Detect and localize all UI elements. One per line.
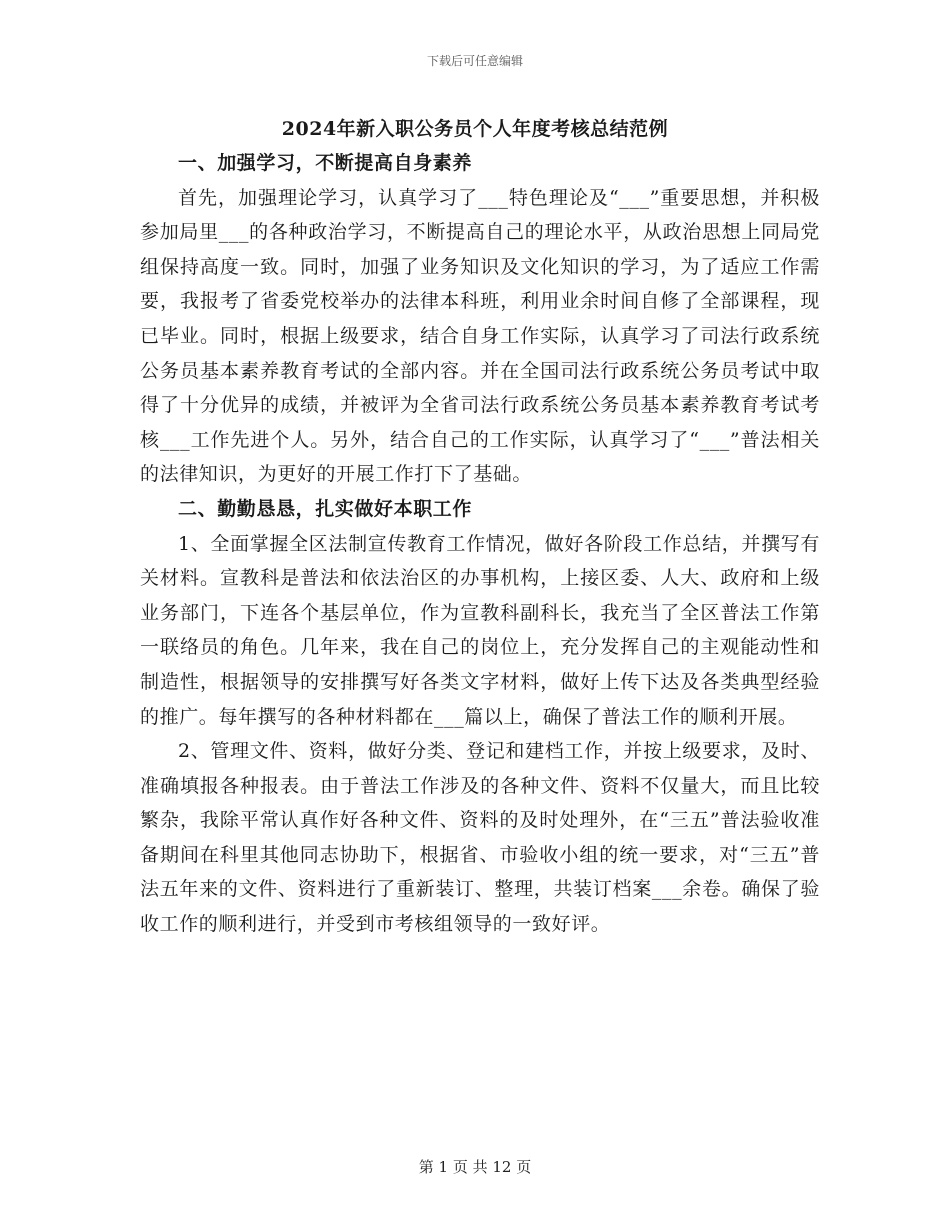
- section-heading-1: 一、加强学习，不断提高自身素养: [178, 152, 473, 174]
- section-2-paragraph-2: 2、管理文件、资料，做好分类、登记和建档工作，并按上级要求，及时、准确填报各种报表。由于普法工作涉及的各种文件、资料不仅量大，而且比较繁杂，我除平常认真作好各种文件、资料的及时处理外，在“三五”普法验收准备期间在科里其他同志协助下，根据省、市验收小组的统一要求，对“三五”普法五年来的文件、资料进行了重新装订、整理，共装订档案___余卷。确保了验收工作的顺利进行，并受到市考核组领导的一致好评。: [140, 740, 820, 936]
- section-1-paragraph-1: 首先，加强理论学习，认真学习了___特色理论及“___”重要思想，并积极参加局里___的各种政治学习，不断提高自己的理论水平，从政治思想上同局党组保持高度一致。同时，加强了业务知识及文化知识的学习，为了适应工作需要，我报考了省委党校举办的法律本科班，利用业余时间自修了全部课程，现已毕业。同时，根据上级要求，结合自身工作实际，认真学习了司法行政系统公务员基本素养教育考试的全部内容。并在全国司法行政系统公务员考试中取得了十分优异的成绩，并被评为全省司法行政系统公务员基本素养教育考试考核___工作先进个人。另外，结合自己的工作实际，认真学习了“___”普法相关的法律知识，为更好的开展工作打下了基础。: [140, 186, 820, 486]
- page-number-footer: 第 1 页 共 12 页: [418, 1158, 532, 1176]
- document-title: 2024年新入职公务员个人年度考核总结范例: [281, 118, 669, 140]
- document-body: [140, 146, 820, 942]
- section-2-paragraph-1: 1、全面掌握全区法制宣传教育工作情况，做好各阶段工作总结，并撰写有关材料。宣教科是普法和依法治区的办事机构，上接区委、人大、政府和上级业务部门，下连各个基层单位，作为宣教科副科长，我充当了全区普法工作第一联络员的角色。几年来，我在自己的岗位上，充分发挥自己的主观能动性和制造性，根据领导的安排撰写好各类文字材料，做好上传下达及各类典型经验的推广。每年撰写的各种材料都在___篇以上，确保了普法工作的顺利开展。: [140, 532, 820, 728]
- section-heading-2: 二、勤勤恳恳，扎实做好本职工作: [178, 497, 473, 520]
- header-note: 下载后可任意编辑: [426, 54, 523, 68]
